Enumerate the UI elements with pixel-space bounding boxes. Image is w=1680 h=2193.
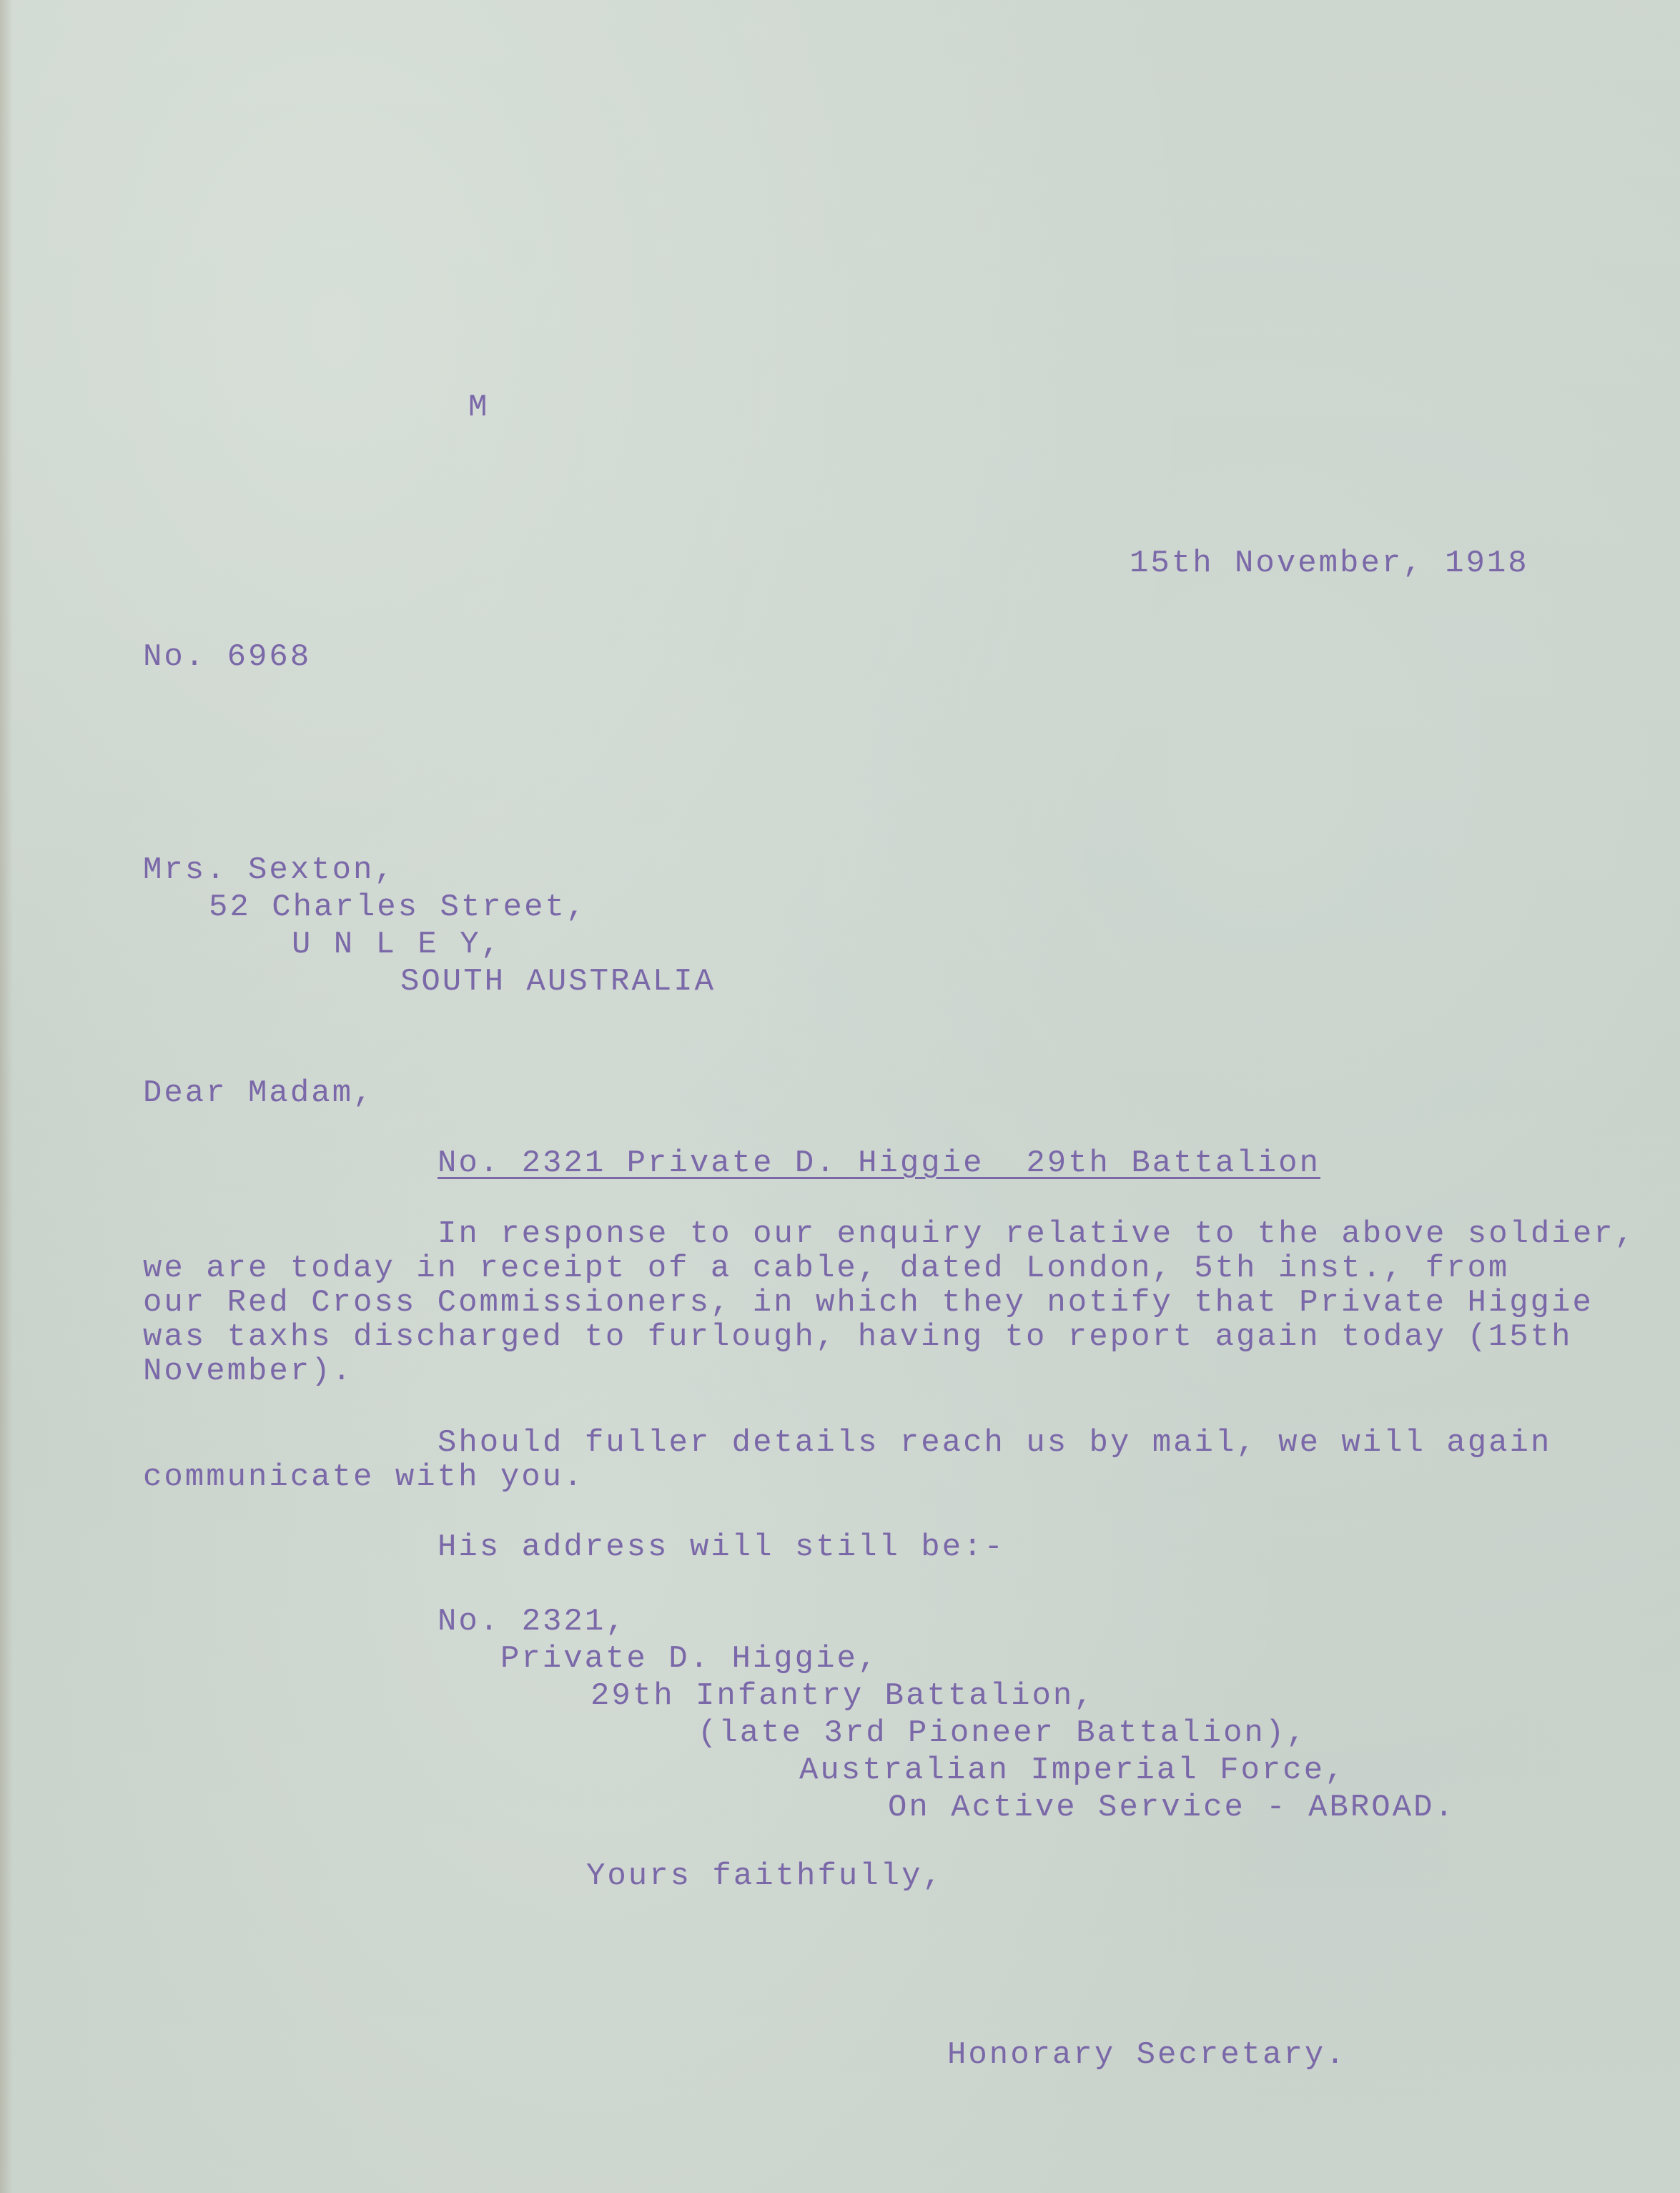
salutation: Dear Madam, — [143, 1075, 375, 1111]
signature-title: Honorary Secretary. — [947, 2037, 1347, 2073]
address-line6: On Active Service - ABROAD. — [888, 1790, 1456, 1825]
office-mark: M — [468, 390, 490, 425]
recipient-town: U N L E Y, — [292, 927, 503, 962]
body-para2-line1: Should fuller details reach us by mail, we will again — [438, 1425, 1552, 1461]
address-line2: Private D. Higgie, — [500, 1641, 879, 1677]
body-para1-line2: we are today in receipt of a cable, dated London, 5th inst., from — [143, 1251, 1510, 1286]
body-para1-line4: was taxhs discharged to furlough, having to report again today (15th — [143, 1319, 1573, 1355]
body-para1-line5: November). — [143, 1354, 354, 1389]
body-para1-line1: In response to our enquiry relative to the above soldier, — [438, 1216, 1636, 1252]
recipient-state: SOUTH AUSTRALIA — [400, 964, 716, 1000]
recipient-street: 52 Charles Street, — [209, 889, 588, 925]
address-line4: (late 3rd Pioneer Battalion), — [698, 1715, 1308, 1751]
body-para3: His address will still be:- — [438, 1529, 1005, 1565]
reference-number: No. 6968 — [143, 639, 312, 675]
subject-heading: No. 2321 Private D. Higgie 29th Battalion — [438, 1145, 1320, 1181]
address-line1: No. 2321, — [438, 1604, 627, 1640]
address-line3: 29th Infantry Battalion, — [591, 1678, 1095, 1714]
body-para2-line2: communicate with you. — [143, 1459, 585, 1495]
recipient-name: Mrs. Sexton, — [143, 852, 395, 888]
closing: Yours faithfully, — [586, 1858, 944, 1894]
body-para1-line3: our Red Cross Commissioners, in which they notify that Private Higgie — [143, 1285, 1593, 1321]
letter-date: 15th November, 1918 — [1130, 546, 1529, 581]
address-line5: Australian Imperial Force, — [799, 1753, 1346, 1788]
